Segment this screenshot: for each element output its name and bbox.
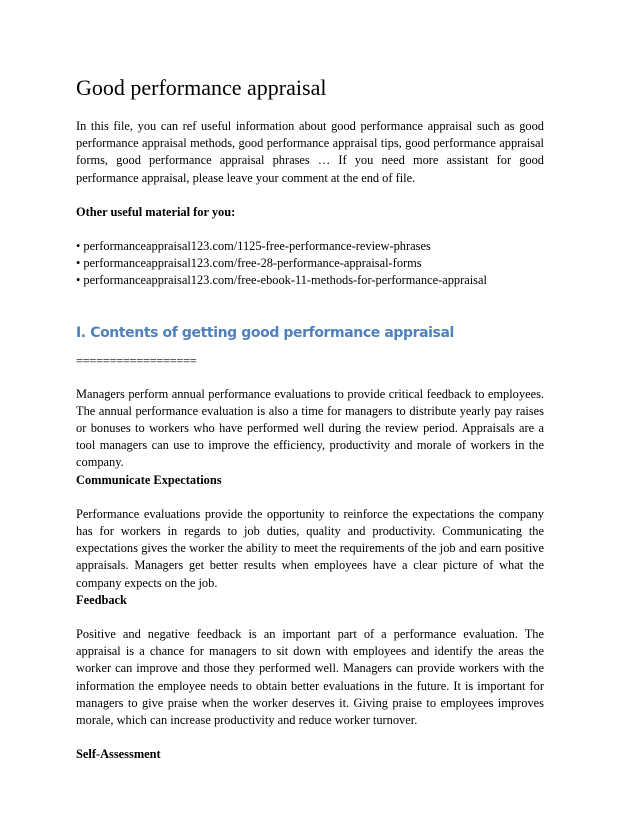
communicate-expectations-heading: Communicate Expectations (76, 472, 222, 487)
useful-material-heading: Other useful material for you: (76, 204, 236, 219)
useful-link[interactable]: • performanceappraisal123.com/free-28-performance-appraisal-forms (76, 256, 422, 271)
self-assessment-heading: Self-Assessment (76, 747, 161, 762)
managers-paragraph: Managers perform annual performance evaluations to provide critical feedback to employees. The annual performance evaluation is also a time for managers to distribute yearly pay raises or bonuses to workers who have performed well during the review period. Appraisals are a tool managers can use to improve the efficiency, productivity and morale of workers in the company. (76, 386, 544, 470)
section-heading: I. Contents of getting good performance appraisal (76, 324, 454, 341)
useful-link[interactable]: • performanceappraisal123.com/free-ebook-11-methods-for-performance-appraisal (76, 273, 487, 288)
communicate-paragraph: Performance evaluations provide the opportunity to reinforce the expectations the company has for workers in regards to job duties, quality and productivity. Communicating the expectations gives the worker the ability to meet the requirements of the job and earn positive appraisals. Managers get better results when employees have a clear picture of what the company expects on the job. (76, 506, 544, 590)
document-title: Good performance appraisal (76, 75, 327, 100)
feedback-paragraph: Positive and negative feedback is an important part of a performance evaluation. The appraisal is a chance for managers to sit down with employees and identify the areas the worker can improve and those they performed well. Managers can provide workers with the information the employee needs to obtain better evaluations in the future. It is important for managers to give praise when the worker deserves it. Giving praise to employees improves morale, which can increase productivity and reduce worker turnover. (76, 627, 544, 728)
document-page (76, 74, 544, 763)
feedback-heading: Feedback (76, 592, 127, 607)
useful-links-list (76, 238, 544, 290)
intro-paragraph: In this file, you can ref useful information about good performance appraisal such as good performance appraisal methods, good performance appraisal tips, good performance appraisal forms, good performance appraisal phrases … If you need more assistant for good performance appraisal, please leave your comment at the end of file. (76, 119, 544, 185)
useful-link[interactable]: • performanceappraisal123.com/1125-free-performance-review-phrases (76, 239, 431, 254)
separator-line: ================== (76, 353, 197, 368)
